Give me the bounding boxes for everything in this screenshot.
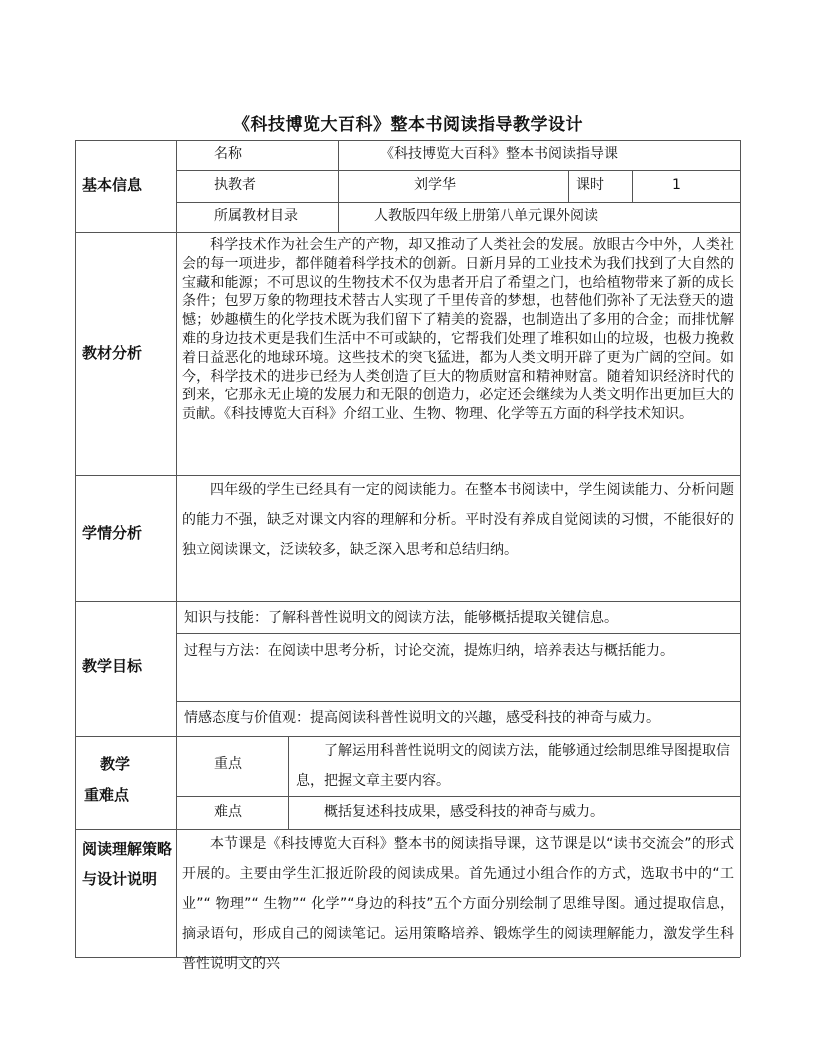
key-point-label: 重点 [214,756,242,772]
goal-process: 过程与方法：在阅读中思考分析，讨论交流，提炼归纳，培养表达与概括能力。 [184,643,674,659]
strategy-label: 阅读理解策略与设计说明 [82,840,173,888]
teacher-label: 执教者 [214,177,256,193]
hours-label: 课时 [576,177,604,193]
key-points-label-line1: 教学 [100,755,131,773]
textbook-label: 所属教材目录 [214,208,298,224]
basic-info-label: 基本信息 [82,176,143,194]
difficulty-label: 难点 [214,804,242,820]
material-analysis-label: 教材分析 [82,344,143,362]
textbook-value: 人教版四年级上册第八单元课外阅读 [374,208,598,224]
teaching-goals-label: 教学目标 [82,657,143,675]
student-analysis-text: 四年级的学生已经具有一定的阅读能力。在整本书阅读中，学生阅读能力、分析问题的能力不强，缺乏对课文内容的理解和分析。平时没有养成自觉阅读的习惯，不能很好的独立阅读课文，泛读较多，缺乏深入思考和总结归纳。 [182,482,734,558]
student-analysis-label: 学情分析 [82,524,143,542]
teacher-value: 刘学华 [414,177,456,193]
material-analysis-text: 科学技术作为社会生产的产物，却又推动了人类社会的发展。放眼古今中外，人类社会的每一项进步，都伴随着科学技术的创新。日新月异的工业技术为我们找到了大自然的宝藏和能源；不可思议的生物技术不仅为患者开启了希望之门，也给植物带来了新的成长条件；包罗万象的物理技术替古人实现了千里传音的梦想，也替他们弥补了无法登天的遗憾；妙趣横生的化学技术既为我们留下了精美的瓷器，也制造出了多用的合金；而排忧解难的身边技术更是我们生活中不可或缺的，它帮我们处理了堆积如山的垃圾，也极力挽救着日益恶化的地球环境。这些技术的突飞猛进，都为人类文明开辟了更为广阔的空间。如今，科学技术的进步已经为人类创造了巨大的物质财富和精神财富。随着知识经济时代的到来，它那永无止境的发展力和无限的创造力，必定还会继续为人类文明作出更加巨大的贡献。《科技博览大百科》介绍工业、生物、物理、化学等五方面的科学技术知识。 [182,237,734,423]
key-points-label-line2: 重难点 [84,786,130,804]
strategy-text: 本节课是《科技博览大百科》整本书的阅读指导课，这节课是以“读书交流会”的形式开展的。主要由学生汇报近阶段的阅读成果。首先通过小组合作的方式，选取书中的“工业”“ 物理”“ 生物”“ 化学”“身边的科技”五个方面分别绘制了思维导图。通过提取信息，摘录语句，形成自己的阅读笔记。运用策略培养、锻炼学生的阅读理解能力，激发学生科普性说明文的兴 [182,836,734,972]
document-title: 《科技博览大百科》整本书阅读指导教学设计 [233,115,583,135]
hours-value: 1 [672,177,681,193]
name-label: 名称 [214,146,242,162]
difficulty-text: 概括复述科技成果，感受科技的神奇与威力。 [324,804,604,820]
key-point-text: 了解运用科普性说明文的阅读方法，能够通过绘制思维导图提取信息，把握文章主要内容。 [296,743,730,789]
goal-attitude: 情感态度与价值观：提高阅读科普性说明文的兴趣，感受科技的神奇与威力。 [184,710,660,726]
goal-knowledge: 知识与技能：了解科普性说明文的阅读方法，能够概括提取关键信息。 [184,610,618,626]
name-value: 《科技博览大百科》整本书阅读指导课 [380,146,618,162]
